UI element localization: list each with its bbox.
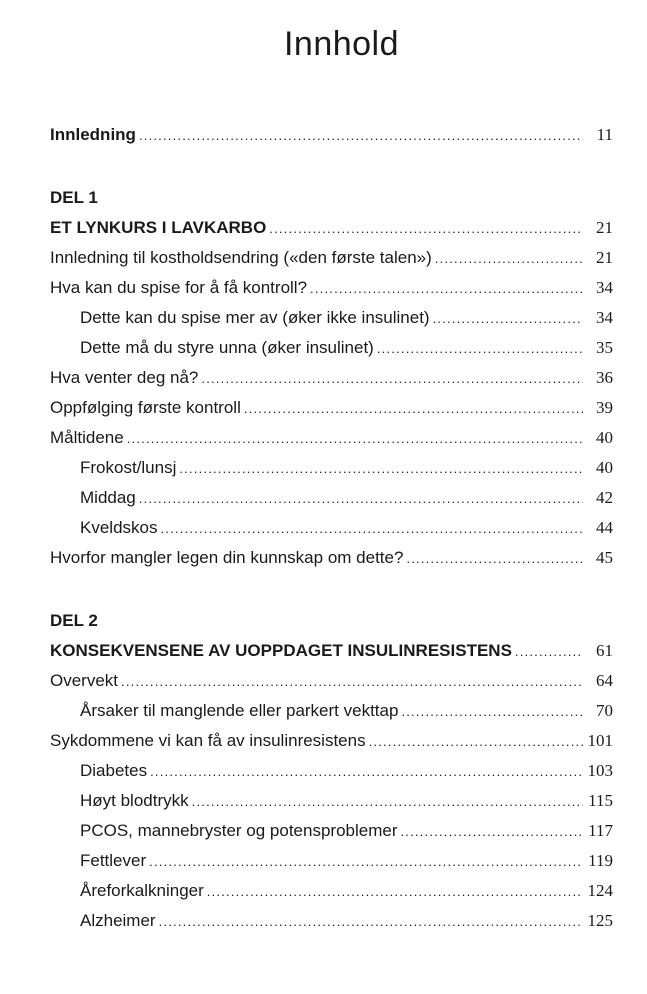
toc-entry-label: Middag — [80, 488, 136, 507]
toc-page-number: 36 — [596, 368, 613, 387]
toc-page-number: 117 — [588, 821, 613, 840]
dot-leader — [244, 393, 583, 424]
toc-page-number: 103 — [587, 761, 613, 780]
toc-page-number: 101 — [587, 731, 613, 750]
toc-entry[interactable] — [50, 543, 613, 573]
toc-page-number: 35 — [596, 338, 613, 357]
dot-leader — [127, 423, 583, 454]
toc-entry[interactable] — [50, 666, 613, 696]
toc-entry-label: PCOS, mannebryster og potensproblemer — [80, 821, 398, 840]
dot-leader — [401, 816, 584, 847]
dot-leader — [160, 513, 583, 544]
toc-entry-label: Innledning — [50, 125, 136, 144]
toc-entry-label: Overvekt — [50, 671, 119, 690]
dot-leader — [433, 303, 583, 334]
toc-page-number: 61 — [596, 641, 613, 660]
dot-leader — [201, 363, 583, 394]
toc-page-number: 34 — [596, 308, 613, 327]
dot-leader — [179, 453, 583, 484]
dot-leader — [139, 120, 583, 151]
toc-entry-label: Hva kan du spise for å få kontroll? — [50, 278, 308, 297]
dot-leader — [401, 696, 583, 727]
toc-subentry[interactable] — [50, 816, 613, 846]
section-gap — [50, 150, 613, 183]
toc-entry-label: Sykdommene vi kan få av insulinresistens — [50, 731, 366, 750]
toc-page-number: 44 — [596, 518, 613, 537]
toc-entry-label: Høyt blodtrykk — [80, 791, 189, 810]
toc-entry-part-2-title[interactable] — [50, 636, 613, 666]
dot-leader — [435, 243, 583, 274]
toc-page-number: 64 — [596, 671, 613, 690]
toc-page-number: 70 — [596, 701, 613, 720]
dot-leader — [406, 543, 583, 574]
toc-subentry[interactable] — [50, 906, 613, 936]
dot-leader — [310, 273, 583, 304]
toc-entry[interactable] — [50, 273, 613, 303]
toc-entry[interactable] — [50, 363, 613, 393]
toc-entry-part-1-title[interactable] — [50, 213, 613, 243]
toc-page-number: 42 — [596, 488, 613, 507]
page-title: Innhold — [283, 25, 400, 63]
toc-page-number: 34 — [596, 278, 613, 297]
toc-entry-label: Innledning til kostholdsendring («den første talen») — [50, 248, 432, 267]
dot-leader — [377, 333, 583, 364]
toc-entry-label: Oppfølging første kontroll — [50, 398, 241, 417]
toc-entry-label: Dette må du styre unna (øker insulinet) — [80, 338, 374, 357]
toc-entry[interactable] — [50, 726, 613, 756]
toc-entry-label: Hvorfor mangler legen din kunnskap om dette? — [50, 548, 404, 567]
toc-entry-label: KONSEKVENSENE AV UOPPDAGET INSULINRESISTENS — [50, 641, 512, 660]
toc-subentry[interactable] — [50, 786, 613, 816]
toc-entry-label: Alzheimer — [80, 911, 156, 930]
toc-entry[interactable] — [50, 243, 613, 273]
section-gap — [50, 573, 613, 606]
toc-entry[interactable] — [50, 393, 613, 423]
toc-page-number: 40 — [596, 428, 613, 447]
toc-page-number: 40 — [596, 458, 613, 477]
dot-leader — [369, 726, 583, 757]
toc-entry-label: Måltidene — [50, 428, 124, 447]
toc-subentry[interactable] — [50, 876, 613, 906]
toc-page-number: 45 — [596, 548, 613, 567]
part-1-heading: DEL 1 — [50, 188, 98, 207]
toc-subentry[interactable] — [50, 303, 613, 333]
toc-subentry[interactable] — [50, 453, 613, 483]
dot-leader — [121, 666, 583, 697]
table-of-contents — [50, 120, 613, 936]
toc-entry-label: ET LYNKURS I LAVKARBO — [50, 218, 267, 237]
toc-page-number: 119 — [588, 851, 613, 870]
toc-entry[interactable] — [50, 423, 613, 453]
toc-subentry[interactable] — [50, 846, 613, 876]
toc-entry-label: Årsaker til manglende eller parkert vekttap — [80, 701, 399, 720]
toc-entry-label: Kveldskos — [80, 518, 158, 537]
toc-page-number: 39 — [596, 398, 613, 417]
toc-page-number: 115 — [588, 791, 613, 810]
toc-subentry[interactable] — [50, 696, 613, 726]
dot-leader — [515, 636, 583, 667]
toc-subentry[interactable] — [50, 333, 613, 363]
part-2-heading: DEL 2 — [50, 611, 98, 630]
toc-entry-label: Hva venter deg nå? — [50, 368, 199, 387]
dot-leader — [192, 786, 583, 817]
toc-entry-intro[interactable] — [50, 120, 613, 150]
toc-subentry[interactable] — [50, 513, 613, 543]
toc-page-number: 21 — [596, 248, 613, 267]
toc-subentry[interactable] — [50, 756, 613, 786]
toc-page-number: 124 — [587, 881, 613, 900]
dot-leader — [207, 876, 583, 907]
toc-page-number: 11 — [596, 125, 613, 144]
toc-entry-label: Dette kan du spise mer av (øker ikke insulinet) — [80, 308, 430, 327]
dot-leader — [149, 846, 583, 877]
toc-entry-label: Diabetes — [80, 761, 148, 780]
dot-leader — [159, 906, 583, 937]
dot-leader — [150, 756, 583, 787]
dot-leader — [139, 483, 583, 514]
toc-entry-label: Fettlever — [80, 851, 147, 870]
toc-entry-label: Åreforkalkninger — [80, 881, 204, 900]
toc-page-number: 125 — [587, 911, 613, 930]
toc-subentry[interactable] — [50, 483, 613, 513]
toc-page-number: 21 — [596, 218, 613, 237]
toc-entry-label: Frokost/lunsj — [80, 458, 177, 477]
dot-leader — [269, 213, 583, 244]
